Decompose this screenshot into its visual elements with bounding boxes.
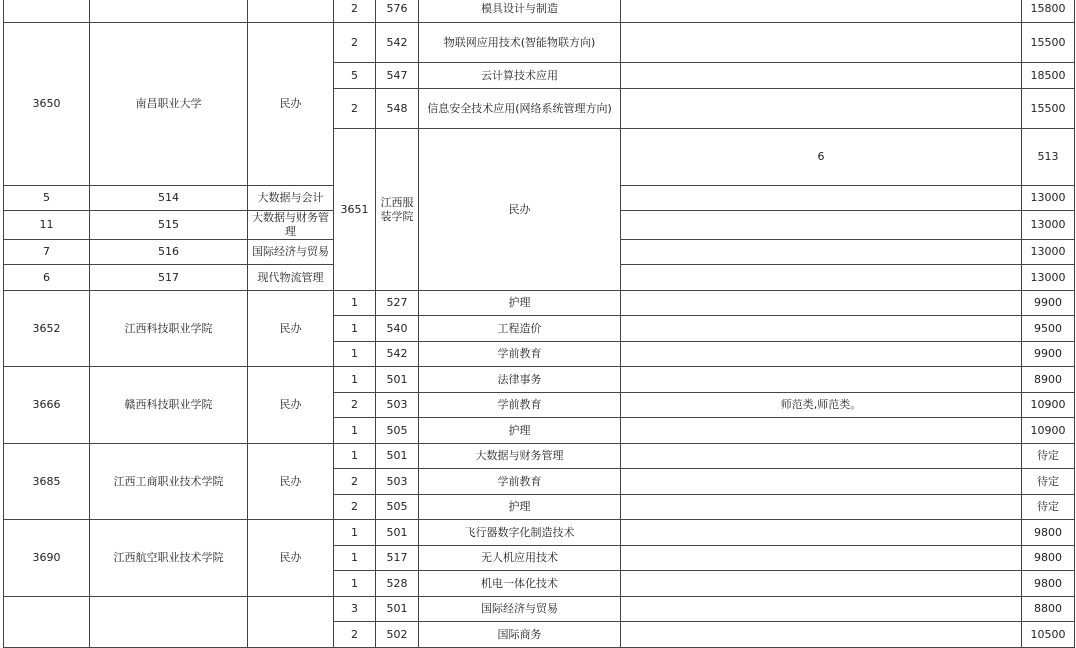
major-note	[621, 0, 1022, 23]
major-note	[621, 240, 1022, 265]
major-note	[621, 622, 1022, 648]
major-name: 大数据与财务管理	[419, 444, 621, 469]
table-row	[4, 0, 1075, 23]
major-name: 法律事务	[419, 367, 621, 393]
school-code: 3666	[4, 367, 90, 444]
major-note	[621, 597, 1022, 622]
school-code	[4, 597, 90, 648]
major-code: 517	[90, 265, 248, 291]
plan-count: 2	[334, 0, 376, 23]
plan-count: 1	[334, 342, 376, 367]
table-row	[4, 597, 1075, 622]
plan-count: 1	[334, 367, 376, 393]
school-code: 3685	[4, 444, 90, 520]
school-code: 3651	[334, 129, 376, 291]
tuition-fee: 10900	[1022, 393, 1075, 418]
tuition-fee: 9800	[1022, 520, 1075, 546]
major-note: 师范类,师范类。	[621, 393, 1022, 418]
plan-count: 2	[334, 469, 376, 495]
major-name: 大数据与会计	[248, 186, 334, 211]
school-type: 民办	[248, 520, 334, 597]
tuition-fee: 13000	[1022, 240, 1075, 265]
major-name: 大数据与财务管理	[248, 211, 334, 240]
major-note	[621, 63, 1022, 89]
major-note	[621, 89, 1022, 129]
school-type: 民办	[248, 444, 334, 520]
plan-count: 6	[621, 129, 1022, 186]
major-code: 527	[376, 291, 419, 316]
major-code: 503	[376, 393, 419, 418]
tuition-fee: 9900	[1022, 291, 1075, 316]
major-code: 505	[376, 495, 419, 520]
school-type: 民办	[248, 23, 334, 186]
major-code: 501	[376, 520, 419, 546]
plan-count: 1	[334, 444, 376, 469]
school-type: 民办	[248, 367, 334, 444]
school-name	[90, 0, 248, 23]
plan-count: 2	[334, 89, 376, 129]
tuition-fee: 10500	[1022, 622, 1075, 648]
plan-count: 1	[334, 316, 376, 342]
table-row	[4, 23, 1075, 63]
plan-count: 1	[334, 571, 376, 597]
major-name: 模具设计与制造	[419, 0, 621, 23]
plan-count: 11	[4, 211, 90, 240]
tuition-fee: 待定	[1022, 444, 1075, 469]
major-code: 542	[376, 342, 419, 367]
tuition-fee: 9900	[1022, 342, 1075, 367]
major-name: 国际商务	[419, 622, 621, 648]
tuition-fee: 8900	[1022, 367, 1075, 393]
plan-count: 1	[334, 520, 376, 546]
school-type: 民办	[248, 291, 334, 367]
major-note	[621, 342, 1022, 367]
major-note	[621, 444, 1022, 469]
major-code: 528	[376, 571, 419, 597]
school-name: 江西航空职业技术学院	[90, 520, 248, 597]
school-type: 民办	[419, 129, 621, 291]
school-name: 赣西科技职业学院	[90, 367, 248, 444]
major-name: 无人机应用技术	[419, 546, 621, 571]
school-code: 3690	[4, 520, 90, 597]
major-code: 513	[1022, 129, 1075, 186]
major-name: 现代物流管理	[248, 265, 334, 291]
plan-count: 1	[334, 546, 376, 571]
plan-count: 1	[334, 291, 376, 316]
table-row	[4, 520, 1075, 546]
school-name: 南昌职业大学	[90, 23, 248, 186]
plan-count: 5	[334, 63, 376, 89]
major-name: 国际经济与贸易	[248, 240, 334, 265]
major-name: 云计算技术应用	[419, 63, 621, 89]
plan-count: 7	[4, 240, 90, 265]
tuition-fee: 13000	[1022, 265, 1075, 291]
plan-count: 3	[334, 597, 376, 622]
school-code: 3650	[4, 23, 90, 186]
major-code: 514	[90, 186, 248, 211]
major-code: 540	[376, 316, 419, 342]
major-code: 542	[376, 23, 419, 63]
table-row	[4, 367, 1075, 393]
major-note	[621, 23, 1022, 63]
school-code	[4, 0, 90, 23]
plan-count: 2	[334, 23, 376, 63]
school-name: 江西服装学院	[376, 129, 419, 291]
tuition-fee: 待定	[1022, 495, 1075, 520]
major-name: 学前教育	[419, 393, 621, 418]
school-type	[248, 597, 334, 648]
tuition-fee: 18500	[1022, 63, 1075, 89]
major-note	[621, 495, 1022, 520]
major-note	[621, 367, 1022, 393]
tuition-fee: 13000	[1022, 186, 1075, 211]
major-code: 501	[376, 444, 419, 469]
tuition-fee: 9800	[1022, 546, 1075, 571]
major-name: 护理	[419, 495, 621, 520]
major-code: 505	[376, 418, 419, 444]
major-note	[621, 571, 1022, 597]
major-code: 501	[376, 597, 419, 622]
major-name: 护理	[419, 291, 621, 316]
table-row	[4, 291, 1075, 316]
tuition-fee: 15800	[1022, 0, 1075, 23]
major-note	[621, 546, 1022, 571]
major-note	[621, 316, 1022, 342]
major-code: 547	[376, 63, 419, 89]
major-note	[621, 211, 1022, 240]
major-code: 548	[376, 89, 419, 129]
plan-count: 2	[334, 622, 376, 648]
school-name: 江西工商职业技术学院	[90, 444, 248, 520]
major-name: 物联网应用技术(智能物联方向)	[419, 23, 621, 63]
major-name: 信息安全技术应用(网络系统管理方向)	[419, 89, 621, 129]
major-name: 护理	[419, 418, 621, 444]
tuition-fee: 10900	[1022, 418, 1075, 444]
tuition-fee: 15500	[1022, 23, 1075, 63]
school-name	[90, 597, 248, 648]
major-code: 576	[376, 0, 419, 23]
major-code: 515	[90, 211, 248, 240]
major-note	[621, 291, 1022, 316]
major-note	[621, 418, 1022, 444]
plan-count: 5	[4, 186, 90, 211]
major-note	[621, 186, 1022, 211]
major-name: 飞行器数字化制造技术	[419, 520, 621, 546]
plan-count: 6	[4, 265, 90, 291]
school-type	[248, 0, 334, 23]
tuition-fee: 9500	[1022, 316, 1075, 342]
tuition-fee: 15500	[1022, 89, 1075, 129]
plan-count: 1	[334, 418, 376, 444]
plan-count: 2	[334, 393, 376, 418]
major-name: 学前教育	[419, 342, 621, 367]
major-note	[621, 520, 1022, 546]
major-name: 学前教育	[419, 469, 621, 495]
major-code: 503	[376, 469, 419, 495]
major-code: 501	[376, 367, 419, 393]
major-name: 机电一体化技术	[419, 571, 621, 597]
major-code: 517	[376, 546, 419, 571]
tuition-fee: 8800	[1022, 597, 1075, 622]
school-code: 3652	[4, 291, 90, 367]
major-note	[621, 469, 1022, 495]
tuition-fee: 13000	[1022, 211, 1075, 240]
major-code: 516	[90, 240, 248, 265]
tuition-fee: 待定	[1022, 469, 1075, 495]
major-name: 国际经济与贸易	[419, 597, 621, 622]
major-name: 工程造价	[419, 316, 621, 342]
major-note	[621, 265, 1022, 291]
school-name: 江西科技职业学院	[90, 291, 248, 367]
table-row	[4, 444, 1075, 469]
tuition-fee: 9800	[1022, 571, 1075, 597]
enrollment-table	[3, 0, 1075, 648]
plan-count: 2	[334, 495, 376, 520]
major-code: 502	[376, 622, 419, 648]
